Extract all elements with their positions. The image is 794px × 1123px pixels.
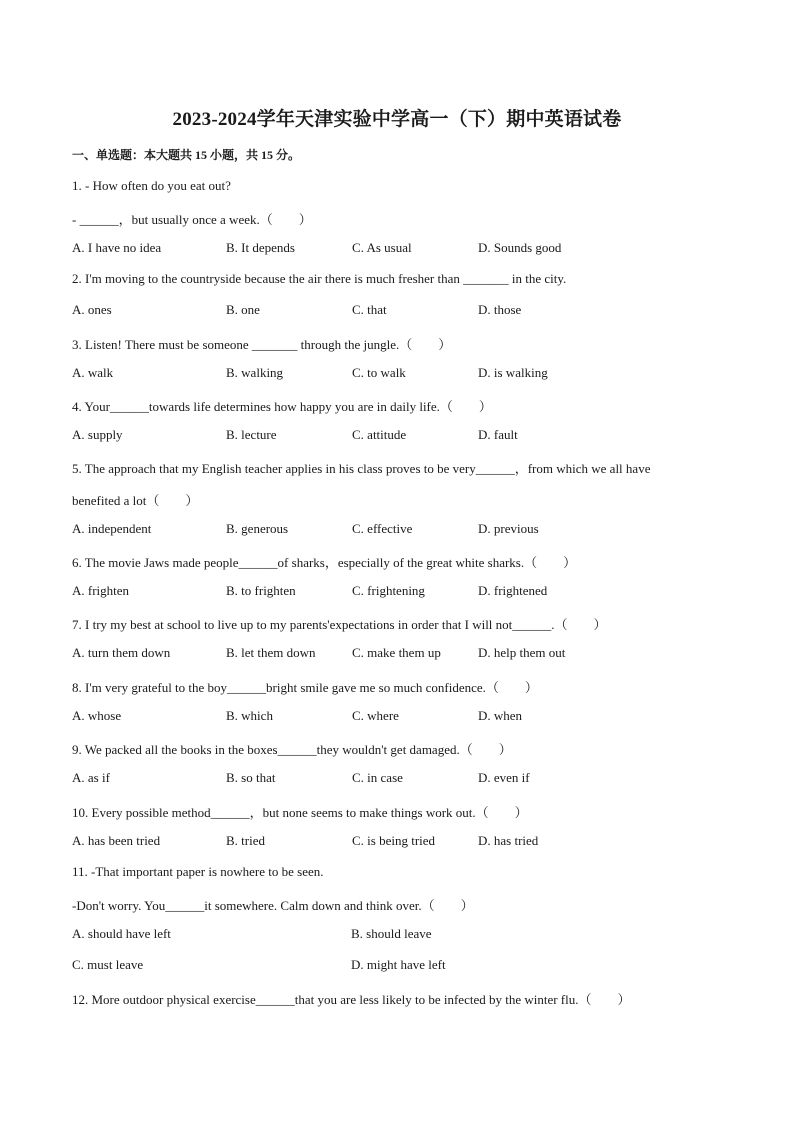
question-8-options: [72, 708, 732, 726]
option-d[interactable]: D. those: [478, 302, 522, 317]
option-d[interactable]: D. even if: [478, 770, 530, 785]
option-b[interactable]: B. It depends: [226, 240, 295, 255]
option-b[interactable]: B. tried: [226, 833, 265, 848]
option-a[interactable]: A. turn them down: [72, 645, 171, 660]
option-a[interactable]: A. frighten: [72, 583, 130, 598]
page-title: 2023-2024学年天津实验中学高一（下）期中英语试卷: [172, 109, 622, 130]
option-d[interactable]: D. has tried: [478, 833, 539, 848]
question-10-text: 10. Every possible method______，but none seems to make things work out.（ ）: [72, 805, 528, 820]
option-b[interactable]: B. one: [226, 302, 260, 317]
option-b[interactable]: B. to frighten: [226, 583, 296, 598]
option-a[interactable]: A. ones: [72, 302, 112, 317]
option-a[interactable]: A. should have left: [72, 926, 171, 941]
question-2-text: 2. I'm moving to the countryside because the air there is much fresher than _______ in the city.: [72, 271, 567, 286]
option-a[interactable]: A. I have no idea: [72, 240, 162, 255]
question-11-text: 11. -That important paper is nowhere to be seen.: [72, 864, 324, 879]
question-3-text: 3. Listen! There must be someone _______ through the jungle.（ ）: [72, 337, 452, 352]
option-b[interactable]: B. let them down: [226, 645, 316, 660]
option-a[interactable]: A. supply: [72, 427, 123, 442]
option-a[interactable]: A. whose: [72, 708, 122, 723]
question-11-options-row2: [72, 957, 732, 975]
option-d[interactable]: D. frightened: [478, 583, 548, 598]
option-d[interactable]: D. fault: [478, 427, 518, 442]
question-10-options: [72, 833, 732, 851]
option-c[interactable]: C. attitude: [352, 427, 407, 442]
option-c[interactable]: C. As usual: [352, 240, 412, 255]
option-b[interactable]: B. generous: [226, 521, 289, 536]
option-b[interactable]: B. lecture: [226, 427, 277, 442]
option-d[interactable]: D. is walking: [478, 365, 548, 380]
option-a[interactable]: A. has been tried: [72, 833, 161, 848]
question-7-text: 7. I try my best at school to live up to my parents'expectations in order that I will not______.（ ）: [72, 617, 607, 632]
question-1-text: 1. - How often do you eat out?: [72, 178, 231, 193]
option-c[interactable]: C. effective: [352, 521, 413, 536]
option-c[interactable]: C. that: [352, 302, 387, 317]
question-7-options: [72, 645, 732, 663]
question-11-text-line2: -Don't worry. You______it somewhere. Calm down and think over.（ ）: [72, 898, 474, 913]
question-5-text-line2: benefited a lot（ ）: [72, 493, 199, 508]
question-5-text: 5. The approach that my English teacher applies in his class proves to be very______，from which we all have: [72, 461, 651, 476]
option-c[interactable]: C. must leave: [72, 957, 144, 972]
question-11-options-row1: [72, 926, 732, 944]
option-c[interactable]: C. is being tried: [352, 833, 436, 848]
option-a[interactable]: A. walk: [72, 365, 114, 380]
option-c[interactable]: C. in case: [352, 770, 403, 785]
question-2-options: [72, 302, 732, 320]
option-d[interactable]: D. when: [478, 708, 523, 723]
question-9-text: 9. We packed all the books in the boxes______they wouldn't get damaged.（ ）: [72, 742, 512, 757]
option-d[interactable]: D. previous: [478, 521, 539, 536]
question-4-text: 4. Your______towards life determines how happy you are in daily life.（ ）: [72, 399, 492, 414]
question-1-text-line2: - ______，but usually once a week.（ ）: [72, 212, 312, 227]
option-a[interactable]: A. as if: [72, 770, 110, 785]
option-b[interactable]: B. should leave: [351, 926, 432, 941]
option-b[interactable]: B. walking: [226, 365, 284, 380]
question-5-options: [72, 521, 732, 539]
option-c[interactable]: C. where: [352, 708, 399, 723]
option-b[interactable]: B. which: [226, 708, 273, 723]
option-c[interactable]: C. make them up: [352, 645, 441, 660]
option-c[interactable]: C. frightening: [352, 583, 425, 598]
option-d[interactable]: D. Sounds good: [478, 240, 562, 255]
question-3-options: [72, 365, 732, 383]
question-6-text: 6. The movie Jaws made people______of sharks，especially of the great white sharks.（ ）: [72, 555, 577, 570]
option-b[interactable]: B. so that: [226, 770, 276, 785]
question-9-options: [72, 770, 732, 788]
question-4-options: [72, 427, 732, 445]
option-a[interactable]: A. independent: [72, 521, 152, 536]
section-heading: 一、单选题：本大题共 15 小题，共 15 分。: [72, 148, 301, 162]
option-d[interactable]: D. might have left: [351, 957, 446, 972]
question-6-options: [72, 583, 732, 601]
option-c[interactable]: C. to walk: [352, 365, 406, 380]
question-1-options: [72, 240, 732, 258]
option-d[interactable]: D. help them out: [478, 645, 566, 660]
question-12-text: 12. More outdoor physical exercise______that you are less likely to be infected by the winter flu.（ ）: [72, 992, 631, 1007]
question-8-text: 8. I'm very grateful to the boy______bright smile gave me so much confidence.（ ）: [72, 680, 538, 695]
